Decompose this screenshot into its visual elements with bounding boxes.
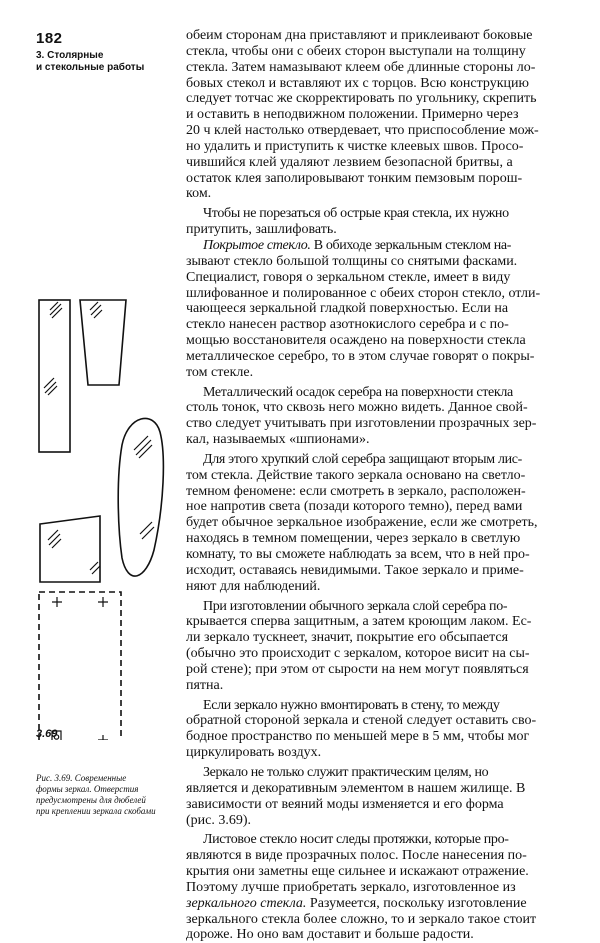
- mirror-trapezoid: [80, 300, 126, 385]
- text-line: (рис. 3.69).: [186, 812, 252, 828]
- text-line: Для этого хрупкий слой серебра защищают вторым лис-: [203, 451, 522, 467]
- text-line: являются в виде прозрачных полос. После нанесения по-: [186, 848, 527, 864]
- text-line: пятна.: [186, 677, 224, 693]
- text-line: но удалить и приступить к чистке клеевых швов. Просо-: [186, 138, 524, 154]
- text-line: 20 ч клей настолько отвердевает, что приспособление мож-: [186, 123, 539, 139]
- text-line: Чтобы не порезаться об острые края стекла, их нужно: [203, 206, 509, 222]
- text-line: металлическое серебро, то в этом случае говорят о покры-: [186, 348, 535, 364]
- text-line: Листовое стекло носит следы протяжки, которые про-: [203, 832, 509, 848]
- text-line: обеим сторонам дна приставляют и приклеивают боковые: [186, 28, 533, 43]
- text-line: циркулировать воздух.: [186, 745, 322, 761]
- paragraph: [186, 452, 558, 595]
- text-line: мощью восстановителя осаждено на поверхности стекла: [186, 333, 526, 349]
- text-line: том стекла. Действие такого зеркала основано на светло-: [186, 467, 526, 483]
- text-line: следует тотчас же скорректировать по угольнику, скрепить: [186, 91, 537, 107]
- section-heading: [36, 50, 171, 74]
- caption-line: предусмотрены для дюбелей: [36, 795, 146, 805]
- text-line: ное напротив света (позади которого темно), перед вами: [186, 499, 523, 515]
- italic-term: зеркального стекла.: [186, 895, 307, 911]
- text-line: является и декоративным элементом в нашем жилище. В: [186, 780, 526, 796]
- paragraph: [186, 599, 558, 694]
- text-line: Покрытое стекло. В обиходе зеркальным стеклом на-: [203, 237, 512, 253]
- text-line: остаток клея заполировывают тонким пемзовым порош-: [186, 170, 523, 186]
- figure-caption: [36, 773, 176, 817]
- body-text: [186, 28, 558, 943]
- text-line: том стекле.: [186, 364, 254, 380]
- text-line: крытия они заметны еще сильнее и искажают отражение.: [186, 864, 529, 880]
- text-line: крывается сперва защитным, а затем кроющим лаком. Ес-: [186, 614, 532, 630]
- section-heading-line: 3. Столярные: [36, 50, 104, 61]
- text-line: стекла, чтобы они с обеих сторон выступали на толщину: [186, 43, 526, 59]
- text-line: чающееся зеркальной гладкой поверхностью. Если на: [186, 301, 509, 317]
- text-line: находясь в темном помещении, через зеркало в светлую: [186, 531, 521, 547]
- text-line: Специалист, говоря о зеркальном стекле, имеет в виду: [186, 269, 511, 285]
- caption-line: формы зеркал. Отверстия: [36, 784, 139, 794]
- text-line: зеркального стекла. Разумеется, поскольку изготовление: [186, 895, 527, 911]
- text-line: ли зеркало тускнеет, значит, покрытие его обсыпается: [186, 630, 509, 646]
- text-line: ком.: [186, 186, 212, 202]
- caption-line: при креплении зеркала скобами: [36, 806, 156, 816]
- text-line: будет обычное зеркальное изображение, если же смотреть,: [186, 515, 538, 531]
- paragraph: [186, 385, 558, 448]
- section-heading-line: и стекольные работы: [36, 62, 145, 73]
- text-line: рой стене); при этом от сырости на нем могут появляться: [186, 661, 529, 677]
- text-line: бодное пространство по меньшей мере в 5 мм, чтобы мог: [186, 729, 530, 745]
- text-line: (обычно это происходит с зеркалом, которое висит на сы-: [186, 646, 530, 662]
- text-line: темном феномене: если смотреть в зеркало, расположен-: [186, 483, 526, 499]
- text-line: зависимости от веяний моды изменяется и его форма: [186, 796, 504, 812]
- mirror-freeform: [118, 418, 163, 576]
- text-line: дороже. Но оно вам доставит и больше радости.: [186, 927, 474, 943]
- paragraph: [186, 832, 558, 943]
- caption-line: Рис. 3.69. Современные: [36, 773, 127, 783]
- page-number: 182: [36, 30, 63, 47]
- text-line: стекла. Затем намазывают клеем обе длинные стороны ло-: [186, 59, 536, 75]
- text-line: комнату, то вы сможете наблюдать за всем, что в ней про-: [186, 547, 530, 562]
- text-line: столь тонок, что сквозь него можно видеть. Данное свой-: [186, 400, 528, 416]
- paragraph: [186, 698, 558, 761]
- paragraph: [186, 238, 558, 381]
- text-line: При изготовлении обычного зеркала слой серебра по-: [203, 598, 508, 614]
- margin-column: [36, 0, 171, 861]
- text-line: Металлический осадок серебра на поверхности стекла: [203, 384, 513, 400]
- mirror-dashed-outline: [39, 592, 121, 740]
- text-line: чившийся клей удаляют лезвием безопасной бритвы, а: [186, 154, 513, 170]
- text-line: бовых стекол и вставляют их с торцов. Всю конструкцию: [186, 75, 529, 91]
- text-line: ство следует учитывать при изготовлении прозрачных зер-: [186, 416, 537, 432]
- paragraph: [186, 206, 558, 238]
- figure-number: 3.69: [36, 728, 58, 740]
- text-line: Если зеркало нужно вмонтировать в стену, то между: [203, 697, 500, 713]
- text-line: стекло нанесен раствор азотнокислого серебра и с по-: [186, 317, 509, 333]
- italic-term: Покрытое стекло.: [203, 237, 311, 253]
- text-line: зывают стекло большой толщины со снятыми фасками.: [186, 253, 518, 269]
- paragraph: [186, 765, 558, 828]
- text-line: зеркального стекла более сложно, то и зеркало такое стоит: [186, 911, 537, 927]
- text-line: Поэтому лучше приобретать зеркало, изготовленное из: [186, 879, 516, 895]
- mirror-shapes-figure: [36, 290, 171, 740]
- mirror-small-trapezoid: [40, 516, 100, 582]
- text-line: Зеркало не только служит практическим целям, но: [203, 764, 489, 780]
- mirror-rectangle-tall: [39, 300, 70, 452]
- text-line: и оставить в неподвижном положении. Примерно через: [186, 107, 519, 123]
- text-line: шлифованное и полированное с обеих сторон стекло, отли-: [186, 285, 541, 301]
- text-line: обратной стороной зеркала и стеной следует оставить сво-: [186, 713, 537, 729]
- text-line: кал, называемых «шпионами».: [186, 432, 370, 448]
- paragraph: [186, 28, 558, 202]
- text-line: исходит, оставаясь невидимыми. Такое зеркало и приме-: [186, 562, 524, 578]
- text-line: притупить, зашлифовать.: [186, 222, 337, 238]
- text-line: няют для наблюдений.: [186, 578, 321, 594]
